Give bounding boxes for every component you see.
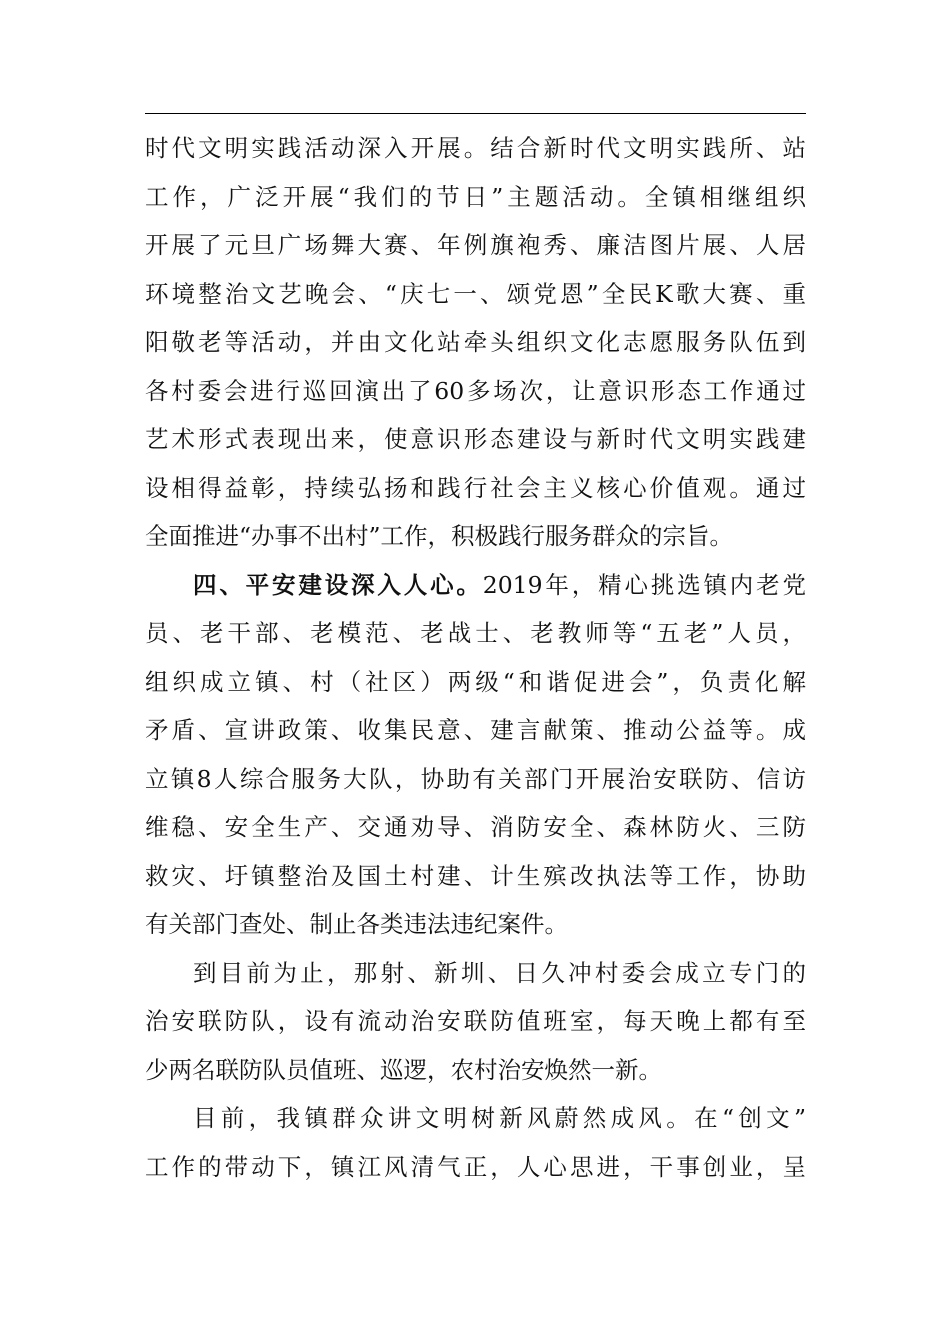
line-text: 开展了元旦广场舞大赛、年例旗袍秀、廉洁图片展、人居 bbox=[145, 231, 806, 259]
line-text: 艺术形式表现出来，使意识形态建设与新时代文明实践建 bbox=[145, 425, 806, 453]
text-line bbox=[145, 852, 806, 901]
text-line bbox=[145, 949, 806, 998]
text-line bbox=[145, 561, 806, 610]
text-line bbox=[145, 900, 806, 949]
text-line bbox=[145, 658, 806, 707]
body-text bbox=[145, 124, 806, 1191]
line-text: 员、老干部、老模范、老战士、老教师等“五老”人员， bbox=[145, 619, 806, 647]
text-line bbox=[145, 1046, 806, 1095]
text-line bbox=[145, 1143, 806, 1192]
text-line bbox=[145, 270, 806, 319]
line-text: 全面推进“办事不出村”工作，积极践行服务群众的宗旨。 bbox=[145, 522, 734, 550]
line-text: 维稳、安全生产、交通劝导、消防安全、森林防火、三防 bbox=[145, 813, 806, 841]
line-text: 少两名联防队员值班、巡逻，农村治安焕然一新。 bbox=[145, 1055, 662, 1084]
line-text: 工作，广泛开展“我们的节日”主题活动。全镇相继组织 bbox=[145, 182, 806, 211]
line-text: 矛盾、宣讲政策、收集民意、建言献策、推动公益等。成 bbox=[145, 716, 806, 744]
text-line bbox=[145, 803, 806, 852]
text-line bbox=[145, 173, 806, 222]
line-text: 救灾、圩镇整治及国土村建、计生殡改执法等工作，协助 bbox=[145, 861, 806, 890]
line-text: 设相得益彰，持续弘扬和践行社会主义核心价值观。通过 bbox=[145, 473, 806, 502]
line-text: 工作的带动下，镇江风清气正，人心思进，干事创业，呈 bbox=[145, 1152, 806, 1181]
text-line bbox=[145, 1094, 806, 1143]
line-text: 目前，我镇群众讲文明树新风蔚然成风。在“创文” bbox=[193, 1104, 806, 1132]
text-line bbox=[145, 124, 806, 173]
text-line bbox=[145, 609, 806, 658]
line-text: 治安联防队，设有流动治安联防值班室，每天晚上都有至 bbox=[145, 1007, 806, 1035]
text-line bbox=[145, 755, 806, 804]
line-text: 到目前为止，那射、新圳、日久冲村委会成立专门的 bbox=[193, 958, 806, 987]
line-text: 环境整治文艺晚会、“庆七一、颂党恩”全民K歌大赛、重 bbox=[145, 279, 806, 308]
text-line bbox=[145, 997, 806, 1046]
text-line bbox=[145, 415, 806, 464]
line-text: 组织成立镇、村（社区）两级“和谐促进会”，负责化解 bbox=[145, 667, 806, 696]
header-rule bbox=[145, 113, 806, 114]
line-text: 阳敬老等活动，并由文化站牵头组织文化志愿服务队伍到 bbox=[145, 328, 806, 356]
line-text: 各村委会进行巡回演出了60多场次，让意识形态工作通过 bbox=[145, 376, 806, 405]
text-line bbox=[145, 318, 806, 367]
section-heading: 四、平安建设深入人心。 bbox=[193, 570, 483, 599]
text-line bbox=[145, 221, 806, 270]
text-line bbox=[145, 706, 806, 755]
line-text: 时代文明实践活动深入开展。结合新时代文明实践所、站 bbox=[145, 134, 806, 162]
line-text: 有关部门查处、制止各类违法违纪案件。 bbox=[145, 910, 568, 938]
text-line bbox=[145, 512, 806, 561]
text-line bbox=[145, 464, 806, 513]
text-line bbox=[145, 367, 806, 416]
line-text: 立镇8人综合服务大队，协助有关部门开展治安联防、信访 bbox=[145, 764, 806, 793]
line-text: 2019年，精心挑选镇内老党 bbox=[482, 570, 806, 599]
